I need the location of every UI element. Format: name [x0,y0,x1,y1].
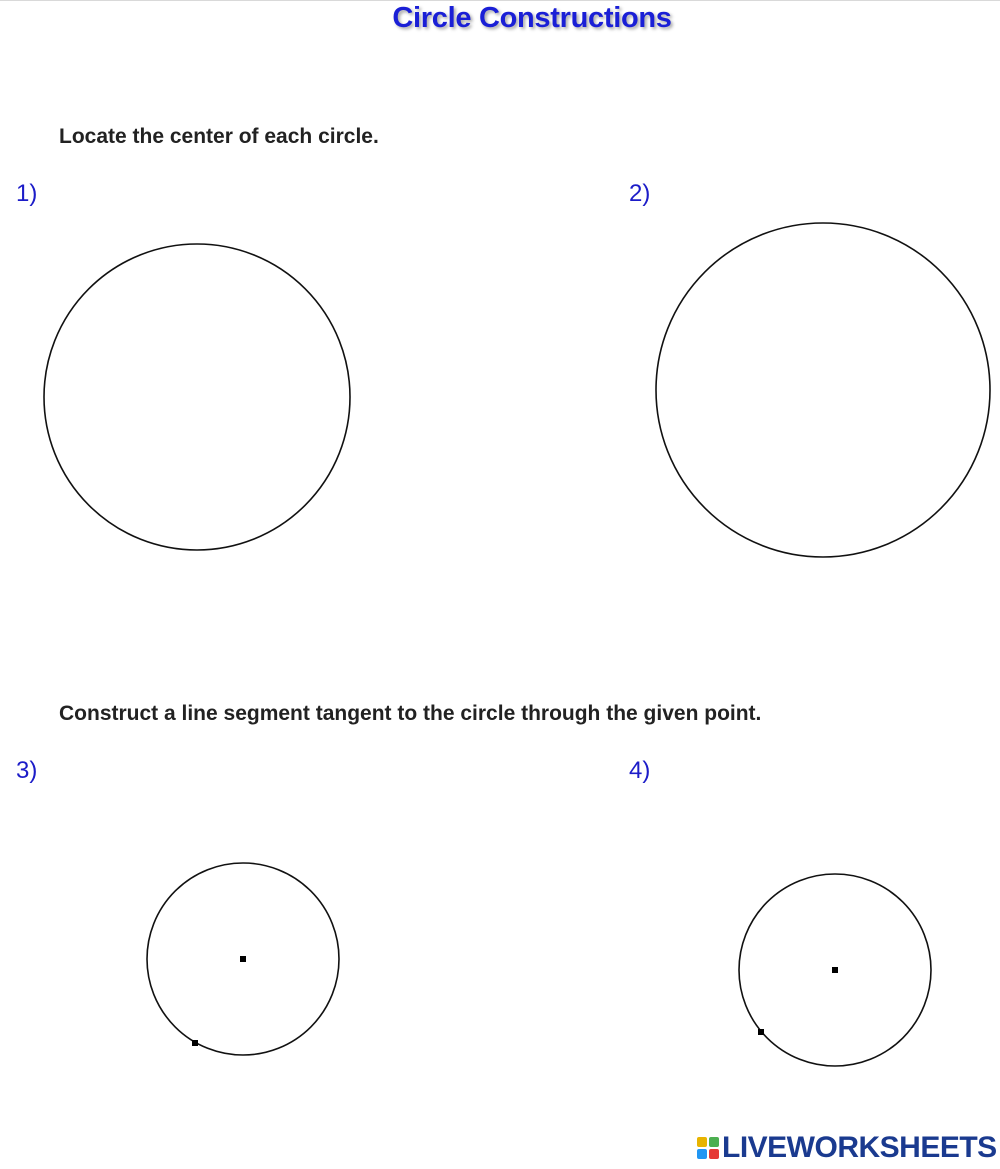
given-point-problem-4 [758,1029,764,1035]
logo-mark-icon [697,1137,719,1159]
logo-square-green [709,1137,719,1147]
instruction-locate-center: Locate the center of each circle. [59,125,379,148]
circle-problem-1[interactable] [44,244,350,550]
problem-number-1: 1) [16,180,38,207]
given-point-problem-3 [192,1040,198,1046]
logo-square-blue [697,1149,707,1159]
instruction-construct-tangent: Construct a line segment tangent to the circle through the given point. [59,702,762,725]
center-point-problem-4 [832,967,838,973]
problem-number-4: 4) [629,757,651,784]
circle-problem-2[interactable] [656,223,990,557]
problem-number-3: 3) [16,757,38,784]
page-title: Circle Constructions [392,2,672,34]
logo-square-yellow [697,1137,707,1147]
logo-square-red [709,1149,719,1159]
liveworksheets-logo[interactable] [697,1133,997,1163]
center-point-problem-3 [240,956,246,962]
problem-number-2: 2) [629,180,651,207]
logo-text: LIVEWORKSHEETS [722,1131,997,1164]
